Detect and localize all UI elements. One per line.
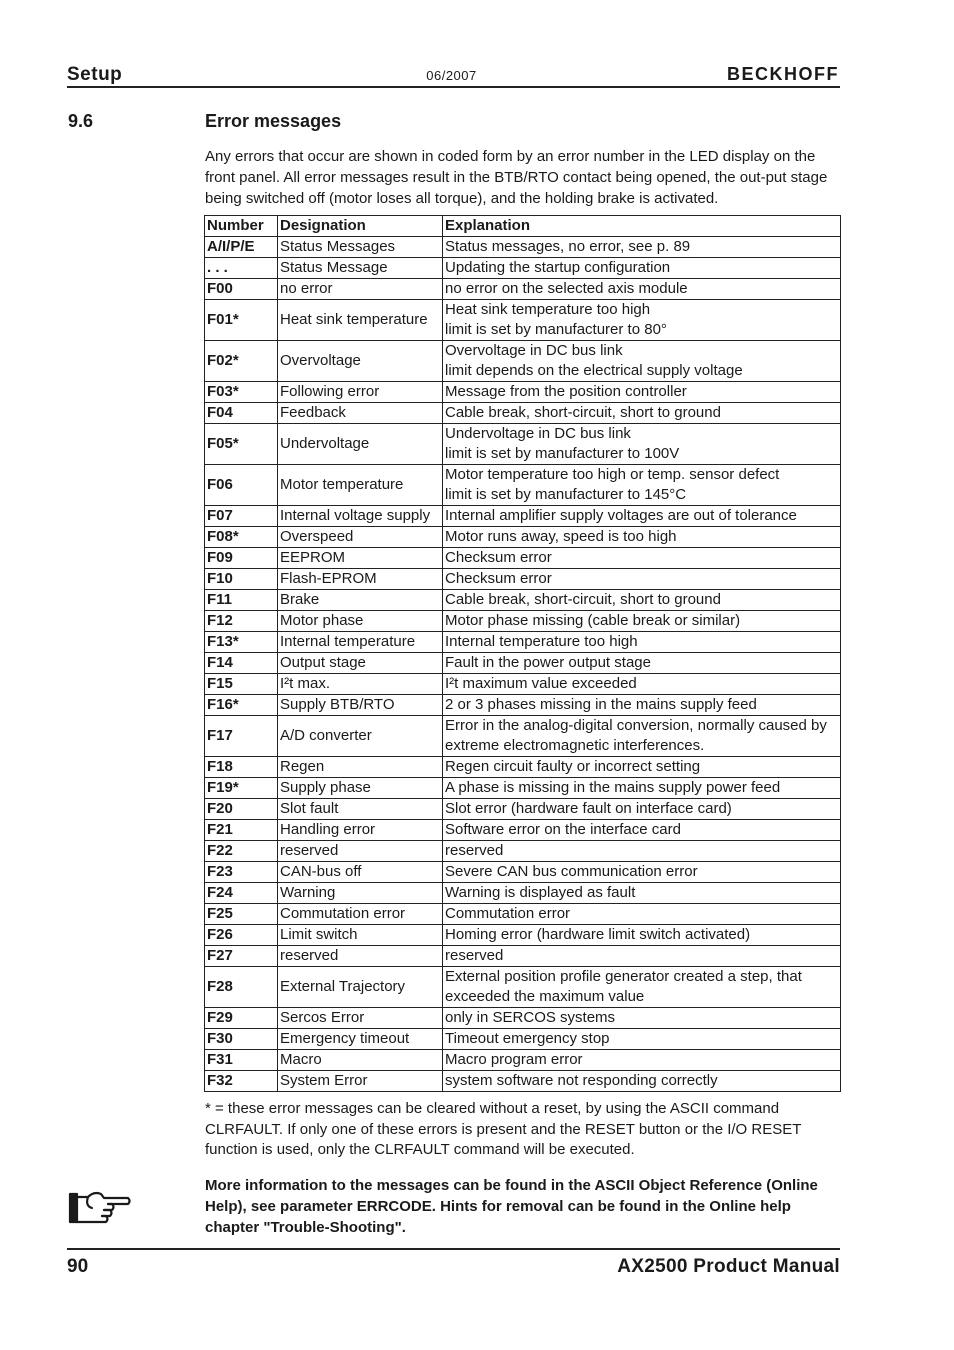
error-explanation: Updating the startup configuration [443,258,841,279]
table-row [205,527,841,548]
error-designation: Internal voltage supply [278,506,443,527]
error-number: F00 [205,279,278,300]
error-number: F25 [205,904,278,925]
error-number: F24 [205,883,278,904]
error-number: A/I/P/E [205,237,278,258]
table-row [205,341,841,382]
error-explanation: Regen circuit faulty or incorrect setting [443,757,841,778]
error-explanation: Timeout emergency stop [443,1029,841,1050]
column-header-designation: Designation [278,216,443,237]
error-designation: Following error [278,382,443,403]
error-designation: Motor phase [278,611,443,632]
error-designation: Emergency timeout [278,1029,443,1050]
error-number: F23 [205,862,278,883]
error-designation: Regen [278,757,443,778]
table-row [205,653,841,674]
error-explanation: system software not responding correctly [443,1071,841,1092]
error-designation: no error [278,279,443,300]
table-row [205,674,841,695]
error-number: F09 [205,548,278,569]
error-explanation: I²t maximum value exceeded [443,674,841,695]
error-designation: A/D converter [278,716,443,757]
table-row [205,237,841,258]
error-explanation: Undervoltage in DC bus link limit is set by manufacturer to 100V [443,424,841,465]
error-designation: Heat sink temperature [278,300,443,341]
table-row [205,716,841,757]
error-explanation: A phase is missing in the mains supply power feed [443,778,841,799]
error-number: F28 [205,967,278,1008]
error-designation: Limit switch [278,925,443,946]
error-explanation: reserved [443,841,841,862]
header-rule [67,86,840,88]
error-explanation: Homing error (hardware limit switch activated) [443,925,841,946]
error-number: F03* [205,382,278,403]
error-explanation: Macro program error [443,1050,841,1071]
error-designation: Overvoltage [278,341,443,382]
table-row [205,569,841,590]
error-explanation: External position profile generator created a step, that exceeded the maximum value [443,967,841,1008]
error-explanation: Checksum error [443,569,841,590]
table-row [205,506,841,527]
error-number: F18 [205,757,278,778]
table-row [205,841,841,862]
error-designation: EEPROM [278,548,443,569]
intro-paragraph: Any errors that occur are shown in coded form by an error number in the LED display on the front panel. All error messages result in the BTB/RTO contact being opened, the out-put stage being switched off (motor loses all torque), and the holding brake is activated. [205,148,828,207]
error-number: F27 [205,946,278,967]
error-number: F02* [205,341,278,382]
table-row [205,1050,841,1071]
error-designation: Output stage [278,653,443,674]
footer-rule [67,1248,840,1250]
table-row [205,300,841,341]
brand-logo: BECKHOFF [727,64,839,84]
error-number: F12 [205,611,278,632]
error-designation: Handling error [278,820,443,841]
error-explanation: Software error on the interface card [443,820,841,841]
error-designation: System Error [278,1071,443,1092]
error-designation: CAN-bus off [278,862,443,883]
error-explanation: only in SERCOS systems [443,1008,841,1029]
error-explanation: Overvoltage in DC bus link limit depends on the electrical supply voltage [443,341,841,382]
error-number: F15 [205,674,278,695]
error-designation: Macro [278,1050,443,1071]
section-number: 9.6 [68,111,94,131]
error-explanation: reserved [443,946,841,967]
header-section-label: Setup [67,64,123,85]
error-designation: Flash-EPROM [278,569,443,590]
error-designation: Undervoltage [278,424,443,465]
error-number: F26 [205,925,278,946]
table-row [205,862,841,883]
error-number: F11 [205,590,278,611]
error-number: F29 [205,1008,278,1029]
error-explanation: no error on the selected axis module [443,279,841,300]
error-designation: Feedback [278,403,443,424]
error-number: F13* [205,632,278,653]
table-row [205,883,841,904]
error-designation: reserved [278,841,443,862]
error-explanation: Warning is displayed as fault [443,883,841,904]
footnote: * = these error messages can be cleared without a reset, by using the ASCII command CLRFAULT. If only one of these errors is present and the RESET button or the I/O RESET function is used, only the CLRFAULT command will be executed. [205,1100,802,1158]
table-row [205,548,841,569]
error-explanation: Fault in the power output stage [443,653,841,674]
table-row [205,382,841,403]
table-row [205,904,841,925]
table-row [205,465,841,506]
error-number: F04 [205,403,278,424]
error-explanation: Motor temperature too high or temp. sensor defect limit is set by manufacturer to 145°C [443,465,841,506]
table-row [205,1008,841,1029]
manual-title: AX2500 Product Manual [617,1256,840,1277]
error-number: F32 [205,1071,278,1092]
error-number: F16* [205,695,278,716]
table-row [205,925,841,946]
table-row [205,424,841,465]
error-designation: Slot fault [278,799,443,820]
error-explanation: Motor phase missing (cable break or similar) [443,611,841,632]
error-number: F08* [205,527,278,548]
page-number: 90 [67,1256,89,1277]
error-number: F10 [205,569,278,590]
pointing-hand-icon [68,1188,132,1226]
table-header-row [205,216,841,237]
table-row [205,1071,841,1092]
error-designation: Motor temperature [278,465,443,506]
error-number: F06 [205,465,278,506]
error-designation: External Trajectory [278,967,443,1008]
section-title: Error messages [205,111,342,131]
column-header-number: Number [205,216,278,237]
table-row [205,590,841,611]
error-number: F14 [205,653,278,674]
error-explanation: Internal temperature too high [443,632,841,653]
error-designation: Sercos Error [278,1008,443,1029]
error-designation: Commutation error [278,904,443,925]
header-date: 06/2007 [426,68,477,83]
error-explanation: Severe CAN bus communication error [443,862,841,883]
error-explanation: Message from the position controller [443,382,841,403]
table-row [205,632,841,653]
error-number: F22 [205,841,278,862]
table-row [205,258,841,279]
error-number: F30 [205,1029,278,1050]
error-number: F19* [205,778,278,799]
table-row [205,946,841,967]
error-number: F07 [205,506,278,527]
table-row [205,757,841,778]
error-number: F31 [205,1050,278,1071]
error-designation: Internal temperature [278,632,443,653]
error-designation: Supply BTB/RTO [278,695,443,716]
error-explanation: Error in the analog-digital conversion, normally caused by extreme electromagnetic interferences. [443,716,841,757]
error-explanation: Internal amplifier supply voltages are out of tolerance [443,506,841,527]
error-designation: Warning [278,883,443,904]
error-explanation: 2 or 3 phases missing in the mains supply feed [443,695,841,716]
error-explanation: Heat sink temperature too high limit is set by manufacturer to 80° [443,300,841,341]
table-row [205,1029,841,1050]
error-number: . . . [205,258,278,279]
table-row [205,611,841,632]
error-table [204,215,841,1092]
error-designation: Brake [278,590,443,611]
error-number: F01* [205,300,278,341]
error-number: F17 [205,716,278,757]
error-designation: I²t max. [278,674,443,695]
error-explanation: Cable break, short-circuit, short to ground [443,590,841,611]
error-explanation: Slot error (hardware fault on interface card) [443,799,841,820]
error-number: F05* [205,424,278,465]
error-explanation: Commutation error [443,904,841,925]
error-designation: Status Message [278,258,443,279]
error-designation: reserved [278,946,443,967]
error-designation: Supply phase [278,778,443,799]
error-number: F21 [205,820,278,841]
error-number: F20 [205,799,278,820]
error-explanation: Cable break, short-circuit, short to ground [443,403,841,424]
error-explanation: Checksum error [443,548,841,569]
error-explanation: Status messages, no error, see p. 89 [443,237,841,258]
table-row [205,279,841,300]
table-row [205,778,841,799]
error-explanation: Motor runs away, speed is too high [443,527,841,548]
note-text: More information to the messages can be found in the ASCII Object Reference (Online Help), see parameter ERRCODE. Hints for removal can be found in the Online help chapter "Trouble-Shooting". [205,1177,818,1236]
error-designation: Status Messages [278,237,443,258]
error-designation: Overspeed [278,527,443,548]
table-row [205,799,841,820]
table-row [205,403,841,424]
table-row [205,695,841,716]
table-row [205,820,841,841]
table-row [205,967,841,1008]
column-header-explanation: Explanation [443,216,841,237]
